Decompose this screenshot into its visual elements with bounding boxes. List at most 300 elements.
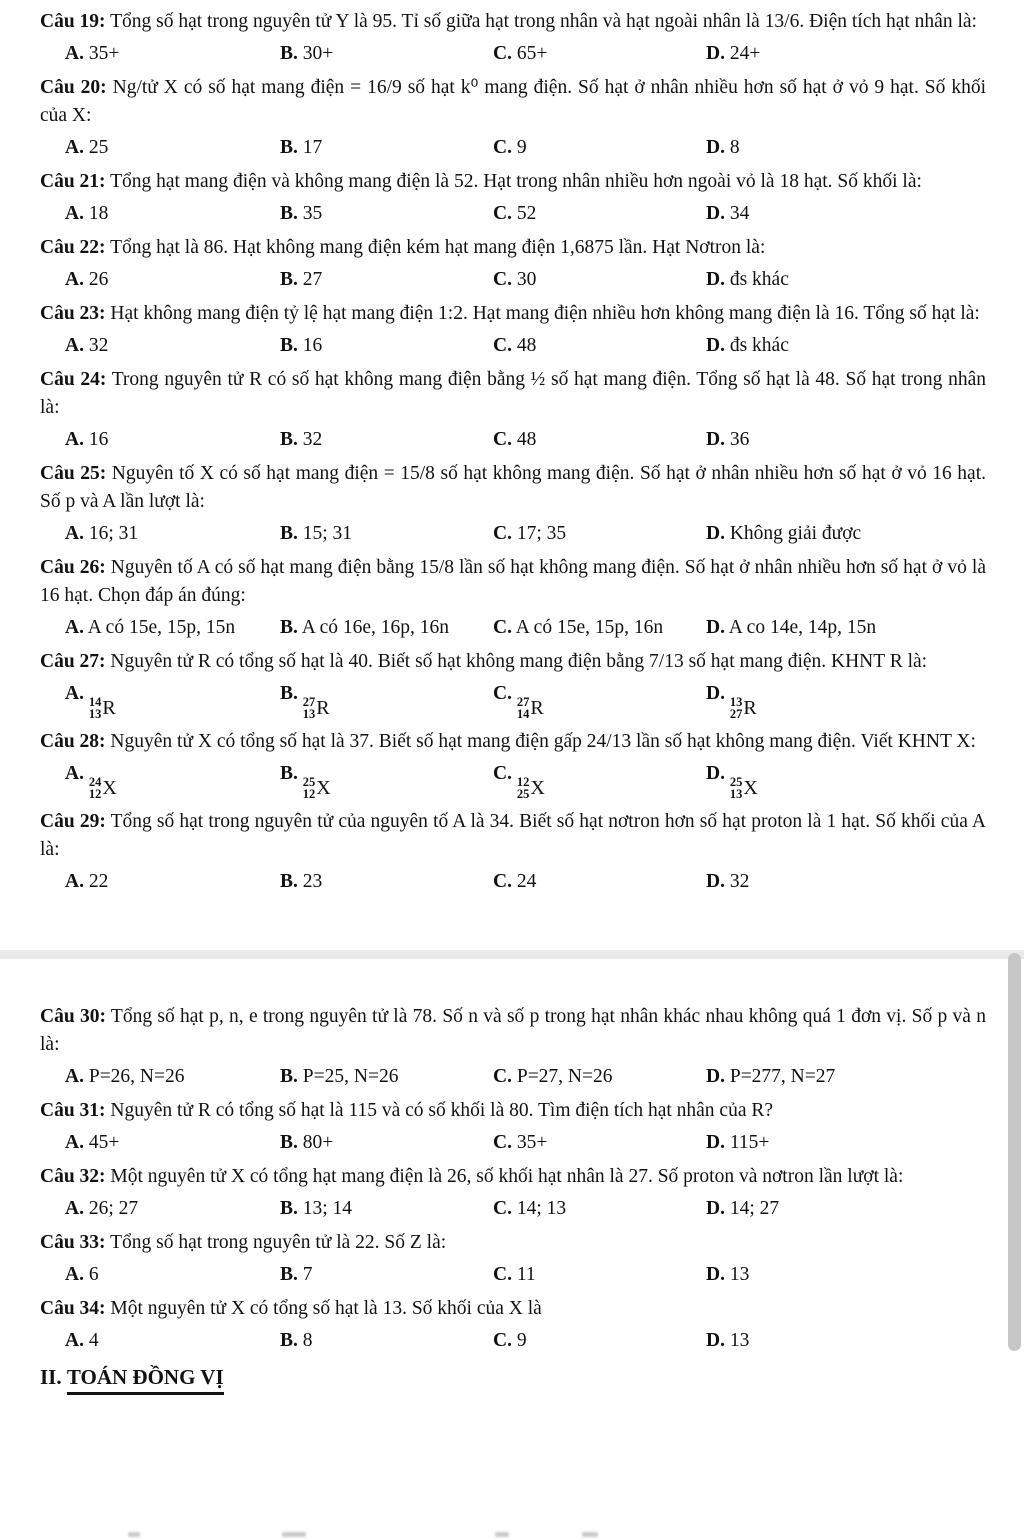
question-number: Câu 31:	[40, 1100, 106, 1121]
option-letter: C.	[493, 871, 512, 892]
answer-option-A	[65, 200, 280, 228]
option-letter: C.	[493, 1066, 512, 1087]
cutoff-text-artifact	[128, 1532, 140, 1537]
option-letter: D.	[706, 429, 725, 450]
option-letter: B.	[280, 871, 298, 892]
question-block	[40, 74, 986, 162]
question-number: Câu 26:	[40, 557, 106, 578]
answer-options-row	[40, 200, 986, 228]
option-value: 24	[516, 871, 537, 892]
isotope-mass-z-stack	[517, 696, 530, 720]
option-letter: A.	[65, 203, 84, 224]
answer-option-A	[65, 1195, 280, 1223]
option-value: P=277, N=27	[729, 1066, 836, 1087]
element-symbol: R	[102, 697, 116, 719]
question-block	[40, 1003, 986, 1091]
isotope-notation	[89, 774, 117, 802]
mass-number: 14	[88, 695, 102, 709]
mass-number: 12	[516, 775, 530, 789]
answer-option-D	[706, 332, 986, 360]
option-value: 35	[302, 203, 323, 224]
option-letter: A.	[65, 871, 84, 892]
mass-number: 27	[302, 695, 316, 709]
option-letter: D.	[706, 269, 725, 290]
answer-option-C	[493, 1063, 706, 1091]
question-block	[40, 1163, 986, 1223]
answer-options-row	[40, 134, 986, 162]
answer-option-A	[65, 266, 280, 294]
isotope-mass-z-stack	[730, 696, 743, 720]
option-value: 22	[88, 871, 109, 892]
option-letter: B.	[280, 203, 298, 224]
answer-option-A	[65, 760, 280, 802]
answer-options-row	[40, 1063, 986, 1091]
answer-option-D	[706, 680, 986, 722]
option-letter: C.	[493, 335, 512, 356]
answer-options-row	[40, 868, 986, 896]
answer-option-A	[65, 614, 280, 642]
mass-number: 24	[88, 775, 102, 789]
option-value: đs khác	[729, 335, 789, 356]
element-symbol: X	[102, 777, 117, 799]
answer-option-D	[706, 1261, 986, 1289]
answer-option-D	[706, 520, 986, 548]
question-number: Câu 28:	[40, 731, 106, 752]
answer-option-C	[493, 40, 706, 68]
question-body: Tổng hạt mang điện và không mang điện là 52. Hạt trong nhân nhiều hơn ngoài vỏ là 18 hạt. Số khối là:	[110, 171, 922, 192]
answer-option-D	[706, 40, 986, 68]
question-block	[40, 648, 986, 722]
answer-option-B	[280, 1129, 493, 1157]
answer-option-C	[493, 520, 706, 548]
atomic-number: 13	[302, 707, 316, 721]
question-block	[40, 554, 986, 642]
option-letter: B.	[280, 763, 298, 784]
answer-option-C	[493, 1129, 706, 1157]
answer-option-A	[65, 520, 280, 548]
option-value: 16; 31	[88, 523, 139, 544]
question-text	[40, 234, 986, 262]
answer-options-row	[40, 1261, 986, 1289]
questions-section-1	[40, 8, 986, 896]
option-letter: B.	[280, 269, 298, 290]
question-block	[40, 1097, 986, 1157]
isotope-notation	[303, 774, 331, 802]
option-letter: A.	[65, 269, 84, 290]
question-block	[40, 366, 986, 454]
option-value: 45+	[88, 1132, 120, 1153]
element-symbol: X	[316, 777, 331, 799]
isotope-mass-z-stack	[303, 696, 316, 720]
question-number: Câu 32:	[40, 1166, 106, 1187]
question-number: Câu 20:	[40, 77, 107, 98]
option-letter: C.	[493, 203, 512, 224]
option-value: P=27, N=26	[516, 1066, 613, 1087]
isotope-mass-z-stack	[89, 696, 102, 720]
answer-option-C	[493, 1261, 706, 1289]
question-number: Câu 34:	[40, 1298, 106, 1319]
atomic-number: 13	[729, 787, 743, 801]
option-letter: B.	[280, 617, 298, 638]
answer-options-row	[40, 426, 986, 454]
option-value: 30	[516, 269, 537, 290]
option-letter: D.	[706, 1066, 725, 1087]
question-body: Tổng số hạt trong nguyên tử Y là 95. Tỉ số giữa hạt trong nhân và hạt ngoài nhân là 13/6. Điện tích hạt nhân là:	[110, 11, 977, 32]
option-value: 65+	[516, 43, 548, 64]
question-number: Câu 19:	[40, 11, 106, 32]
option-letter: B.	[280, 523, 298, 544]
answer-option-A	[65, 1129, 280, 1157]
atomic-number: 25	[516, 787, 530, 801]
question-body: Hạt không mang điện tỷ lệ hạt mang điện 1:2. Hạt mang điện nhiều hơn không mang điện là 16. Tổng số hạt là:	[110, 303, 980, 324]
option-value: 32	[729, 871, 750, 892]
question-body: Một nguyên tử X có tổng hạt mang điện là 26, số khối hạt nhân là 27. Số proton và nơtron lần lượt là:	[110, 1166, 904, 1187]
question-block	[40, 728, 986, 802]
answer-option-D	[706, 134, 986, 162]
answer-option-B	[280, 426, 493, 454]
section-heading	[40, 1363, 986, 1395]
option-letter: A.	[65, 683, 84, 704]
answer-options-row	[40, 520, 986, 548]
option-value: 24+	[729, 43, 761, 64]
option-value: 80+	[302, 1132, 334, 1153]
atomic-number: 13	[88, 707, 102, 721]
question-text	[40, 1229, 986, 1257]
question-number: Câu 27:	[40, 651, 106, 672]
option-letter: A.	[65, 1066, 84, 1087]
question-text	[40, 460, 986, 516]
option-value: 34	[729, 203, 750, 224]
option-value: A co 14e, 14p, 15n	[728, 617, 877, 638]
question-body: Tổng số hạt p, n, e trong nguyên tử là 78. Số n và số p trong hạt nhân khác nhau không quá 1 đơn vị. Số p và n là:	[40, 1006, 987, 1055]
answer-option-C	[493, 1327, 706, 1355]
option-letter: B.	[280, 137, 298, 158]
option-letter: D.	[706, 683, 725, 704]
question-text	[40, 1163, 986, 1191]
question-text	[40, 1097, 986, 1125]
option-letter: A.	[65, 763, 84, 784]
question-text	[40, 74, 986, 130]
answer-option-B	[280, 332, 493, 360]
option-value: 13	[729, 1330, 750, 1351]
question-block	[40, 808, 986, 896]
question-text	[40, 300, 986, 328]
option-value: 52	[516, 203, 537, 224]
answer-options-row	[40, 332, 986, 360]
option-value: 8	[302, 1330, 313, 1351]
isotope-mass-z-stack	[517, 776, 530, 800]
answer-option-C	[493, 426, 706, 454]
atomic-number: 14	[516, 707, 530, 721]
answer-option-C	[493, 1195, 706, 1223]
answer-options-row	[40, 40, 986, 68]
answer-option-D	[706, 1129, 986, 1157]
option-letter: A.	[65, 137, 84, 158]
answer-option-B	[280, 868, 493, 896]
atomic-number: 12	[302, 787, 316, 801]
question-body: Nguyên tử X có tổng số hạt là 37. Biết số hạt mang điện gấp 24/13 lần số hạt không mang điện. Viết KHNT X:	[110, 731, 976, 752]
option-letter: C.	[493, 269, 512, 290]
atomic-number: 27	[729, 707, 743, 721]
answer-option-A	[65, 1327, 280, 1355]
option-letter: D.	[706, 1198, 725, 1219]
answer-option-A	[65, 1063, 280, 1091]
question-number: Câu 30:	[40, 1006, 106, 1027]
option-letter: B.	[280, 1066, 298, 1087]
option-letter: C.	[493, 1198, 512, 1219]
question-body: Nguyên tử R có tổng số hạt là 40. Biết số hạt không mang điện bằng 7/13 số hạt mang điện. KHNT R là:	[110, 651, 928, 672]
isotope-notation	[517, 694, 544, 722]
option-value: 14; 13	[516, 1198, 567, 1219]
option-letter: C.	[493, 137, 512, 158]
cutoff-text-artifact	[495, 1532, 509, 1537]
option-value: 27	[302, 269, 323, 290]
isotope-notation	[517, 774, 545, 802]
option-value: 16	[88, 429, 109, 450]
option-value: 14; 27	[729, 1198, 780, 1219]
option-value: 32	[88, 335, 109, 356]
question-number: Câu 23:	[40, 303, 106, 324]
answer-option-B	[280, 266, 493, 294]
question-block	[40, 168, 986, 228]
option-letter: B.	[280, 683, 298, 704]
answer-option-A	[65, 1261, 280, 1289]
question-text	[40, 8, 986, 36]
question-number: Câu 21:	[40, 171, 106, 192]
answer-option-B	[280, 200, 493, 228]
question-text	[40, 728, 986, 756]
option-letter: A.	[65, 1264, 84, 1285]
question-block	[40, 234, 986, 294]
question-block	[40, 460, 986, 548]
option-value: đs khác	[729, 269, 789, 290]
answer-options-row	[40, 760, 986, 802]
option-letter: C.	[493, 1132, 512, 1153]
option-letter: B.	[280, 335, 298, 356]
section-title: TOÁN ĐỒNG VỊ	[67, 1363, 224, 1395]
option-value: 18	[88, 203, 109, 224]
option-value: 15; 31	[302, 523, 353, 544]
answer-option-C	[493, 200, 706, 228]
answer-options-row	[40, 1129, 986, 1157]
option-value: 17; 35	[516, 523, 567, 544]
isotope-notation	[303, 694, 330, 722]
option-value: 23	[302, 871, 323, 892]
option-letter: B.	[280, 429, 298, 450]
isotope-mass-z-stack	[303, 776, 316, 800]
question-block	[40, 1295, 986, 1355]
answer-option-D	[706, 614, 986, 642]
mass-number: 13	[729, 695, 743, 709]
question-block	[40, 300, 986, 360]
answer-options-row	[40, 614, 986, 642]
answer-options-row	[40, 680, 986, 722]
option-value: 7	[302, 1264, 313, 1285]
option-value: 13	[729, 1264, 750, 1285]
option-letter: D.	[706, 1330, 725, 1351]
mass-number: 25	[302, 775, 316, 789]
answer-option-A	[65, 680, 280, 722]
question-body: Tổng hạt là 86. Hạt không mang điện kém hạt mang điện 1,6875 lần. Hạt Nơtron là:	[110, 237, 766, 258]
element-symbol: R	[316, 697, 330, 719]
element-symbol: X	[743, 777, 758, 799]
option-value: 13; 14	[302, 1198, 353, 1219]
answer-option-B	[280, 520, 493, 548]
option-value: Không giải được	[729, 523, 862, 544]
option-value: 32	[302, 429, 323, 450]
answer-option-C	[493, 614, 706, 642]
answer-option-A	[65, 426, 280, 454]
answer-option-B	[280, 40, 493, 68]
answer-option-D	[706, 1327, 986, 1355]
option-value: 36	[729, 429, 750, 450]
element-symbol: R	[743, 697, 757, 719]
answer-option-C	[493, 868, 706, 896]
answer-option-B	[280, 134, 493, 162]
option-letter: B.	[280, 1330, 298, 1351]
option-value: 26; 27	[88, 1198, 139, 1219]
answer-option-D	[706, 266, 986, 294]
cutoff-text-artifact	[582, 1532, 598, 1537]
option-value: 6	[88, 1264, 99, 1285]
question-number: Câu 29:	[40, 811, 106, 832]
option-value: A có 15e, 15p, 16n	[515, 617, 664, 638]
option-value: 35+	[516, 1132, 548, 1153]
option-value: 9	[516, 137, 527, 158]
question-text	[40, 168, 986, 196]
option-letter: B.	[280, 1198, 298, 1219]
option-letter: A.	[65, 523, 84, 544]
answer-option-A	[65, 40, 280, 68]
option-letter: A.	[65, 43, 84, 64]
option-value: 48	[516, 429, 537, 450]
option-value: P=26, N=26	[88, 1066, 185, 1087]
isotope-notation	[730, 774, 758, 802]
atomic-number: 12	[88, 787, 102, 801]
answer-option-A	[65, 332, 280, 360]
answer-option-C	[493, 134, 706, 162]
option-letter: C.	[493, 617, 512, 638]
question-body: Ng/tử X có số hạt mang điện = 16/9 số hạt k⁰ mang điện. Số hạt ở nhân nhiều hơn số hạt ở vỏ 9 hạt. Số khối của X:	[40, 77, 987, 126]
option-value: 8	[729, 137, 740, 158]
question-body: Một nguyên tử X có tổng số hạt là 13. Số khối của X là	[110, 1298, 542, 1319]
option-letter: A.	[65, 1330, 84, 1351]
answer-option-B	[280, 1063, 493, 1091]
question-number: Câu 22:	[40, 237, 106, 258]
option-value: 48	[516, 335, 537, 356]
option-value: A có 15e, 15p, 15n	[87, 617, 236, 638]
scrollbar-thumb[interactable]	[1008, 953, 1021, 1351]
question-block	[40, 1229, 986, 1289]
answer-options-row	[40, 1195, 986, 1223]
answer-option-B	[280, 1261, 493, 1289]
option-letter: C.	[493, 763, 512, 784]
option-letter: A.	[65, 335, 84, 356]
option-letter: C.	[493, 429, 512, 450]
mass-number: 25	[729, 775, 743, 789]
answer-options-row	[40, 1327, 986, 1355]
option-letter: C.	[493, 523, 512, 544]
answer-option-C	[493, 332, 706, 360]
option-letter: D.	[706, 523, 725, 544]
mass-number: 27	[516, 695, 530, 709]
answer-option-D	[706, 200, 986, 228]
option-letter: A.	[65, 429, 84, 450]
answer-option-B	[280, 1195, 493, 1223]
answer-option-A	[65, 134, 280, 162]
option-value: 9	[516, 1330, 527, 1351]
option-letter: A.	[65, 1132, 84, 1153]
question-text	[40, 1003, 986, 1059]
option-value: A có 16e, 16p, 16n	[301, 617, 450, 638]
option-letter: B.	[280, 43, 298, 64]
question-body: Trong nguyên tử R có số hạt không mang điện bằng ½ số hạt mang điện. Tổng số hạt là 48. Số hạt trong nhân là:	[40, 369, 987, 418]
option-letter: D.	[706, 203, 725, 224]
option-value: 16	[302, 335, 323, 356]
answer-option-B	[280, 680, 493, 722]
answer-option-D	[706, 1063, 986, 1091]
question-number: Câu 33:	[40, 1232, 106, 1253]
question-body: Tổng số hạt trong nguyên tử là 22. Số Z là:	[110, 1232, 447, 1253]
option-value: P=25, N=26	[302, 1066, 399, 1087]
option-letter: D.	[706, 1264, 725, 1285]
question-text	[40, 554, 986, 610]
option-value: 11	[516, 1264, 536, 1285]
question-number: Câu 25:	[40, 463, 107, 484]
option-letter: A.	[65, 1198, 84, 1219]
question-body: Tổng số hạt trong nguyên tử của nguyên tố A là 34. Biết số hạt nơtron hơn số hạt proton là 1 hạt. Số khối của A là:	[40, 811, 986, 860]
option-letter: D.	[706, 617, 725, 638]
isotope-mass-z-stack	[89, 776, 102, 800]
isotope-mass-z-stack	[730, 776, 743, 800]
question-number: Câu 24:	[40, 369, 107, 390]
question-text	[40, 648, 986, 676]
option-letter: D.	[706, 1132, 725, 1153]
answer-option-B	[280, 760, 493, 802]
option-value: 26	[88, 269, 109, 290]
option-letter: D.	[706, 871, 725, 892]
element-symbol: X	[530, 777, 545, 799]
option-value: 115+	[729, 1132, 770, 1153]
answer-option-D	[706, 426, 986, 454]
question-body: Nguyên tử R có tổng số hạt là 115 và có số khối là 80. Tìm điện tích hạt nhân của R?	[110, 1100, 774, 1121]
answer-option-D	[706, 868, 986, 896]
answer-option-D	[706, 1195, 986, 1223]
option-letter: B.	[280, 1264, 298, 1285]
cutoff-text-artifact	[282, 1532, 306, 1537]
option-letter: C.	[493, 1264, 512, 1285]
question-text	[40, 808, 986, 864]
answer-option-B	[280, 614, 493, 642]
option-letter: B.	[280, 1132, 298, 1153]
question-block	[40, 8, 986, 68]
element-symbol: R	[530, 697, 544, 719]
option-letter: C.	[493, 683, 512, 704]
page-divider	[0, 950, 1024, 959]
option-letter: D.	[706, 763, 725, 784]
option-letter: D.	[706, 137, 725, 158]
question-body: Nguyên tố X có số hạt mang điện = 15/8 số hạt không mang điện. Số hạt ở nhân nhiều hơn số hạt ở vỏ 16 hạt. Số p và A lần lượt là:	[40, 463, 986, 512]
answer-option-C	[493, 680, 706, 722]
answer-option-C	[493, 760, 706, 802]
questions-section-2	[40, 1003, 986, 1355]
question-text	[40, 1295, 986, 1323]
option-letter: C.	[493, 43, 512, 64]
answer-options-row	[40, 266, 986, 294]
section-numeral: II.	[40, 1365, 62, 1389]
isotope-notation	[89, 694, 116, 722]
option-value: 30+	[302, 43, 334, 64]
